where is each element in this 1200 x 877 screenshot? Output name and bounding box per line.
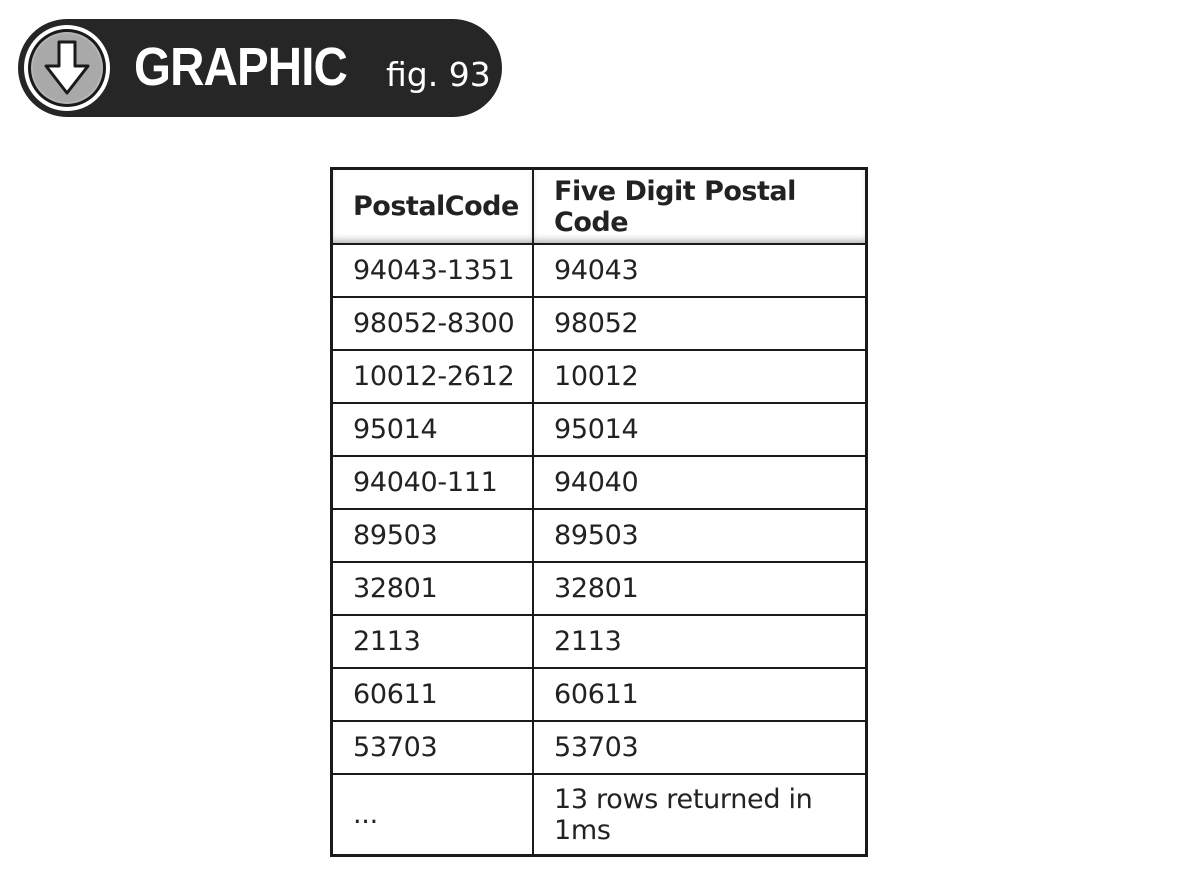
cell-postalcode: 89503 (332, 509, 534, 562)
table-row (332, 297, 867, 350)
cell-postalcode: 32801 (332, 562, 534, 615)
cell-postalcode: 2113 (332, 615, 534, 668)
table-row (332, 244, 867, 297)
cell-five-digit: 2113 (533, 615, 867, 668)
cell-five-digit: 89503 (533, 509, 867, 562)
table-row (332, 350, 867, 403)
table-row (332, 721, 867, 774)
badge-icon-circle (24, 25, 110, 111)
column-header-postalcode: PostalCode (332, 169, 534, 245)
cell-five-digit: 53703 (533, 721, 867, 774)
rows-returned-status: 13 rows returned in 1ms (533, 774, 867, 856)
cell-postalcode: 94040-111 (332, 456, 534, 509)
cell-postalcode: 95014 (332, 403, 534, 456)
table-row (332, 509, 867, 562)
postal-code-table (330, 167, 868, 857)
table-header-row (332, 169, 867, 245)
cell-postalcode: 60611 (332, 668, 534, 721)
badge-title: GRAPHIC (134, 37, 347, 97)
cell-five-digit: 95014 (533, 403, 867, 456)
down-arrow-icon (42, 38, 92, 98)
table-row (332, 562, 867, 615)
cell-postalcode: 98052-8300 (332, 297, 534, 350)
table-row (332, 456, 867, 509)
table-row (332, 403, 867, 456)
table-footer-row (332, 774, 867, 856)
cell-five-digit: 10012 (533, 350, 867, 403)
cell-five-digit: 32801 (533, 562, 867, 615)
cell-postalcode: 53703 (332, 721, 534, 774)
table-row (332, 668, 867, 721)
cell-postalcode: 10012-2612 (332, 350, 534, 403)
cell-postalcode: 94043-1351 (332, 244, 534, 297)
cell-five-digit: 60611 (533, 668, 867, 721)
table-row (332, 615, 867, 668)
badge-figure-number: fig. 93 (386, 55, 491, 94)
cell-five-digit: 98052 (533, 297, 867, 350)
ellipsis-cell: ... (332, 774, 534, 856)
graphic-badge (18, 19, 502, 117)
cell-five-digit: 94043 (533, 244, 867, 297)
column-header-five-digit: Five Digit Postal Code (533, 169, 867, 245)
cell-five-digit: 94040 (533, 456, 867, 509)
